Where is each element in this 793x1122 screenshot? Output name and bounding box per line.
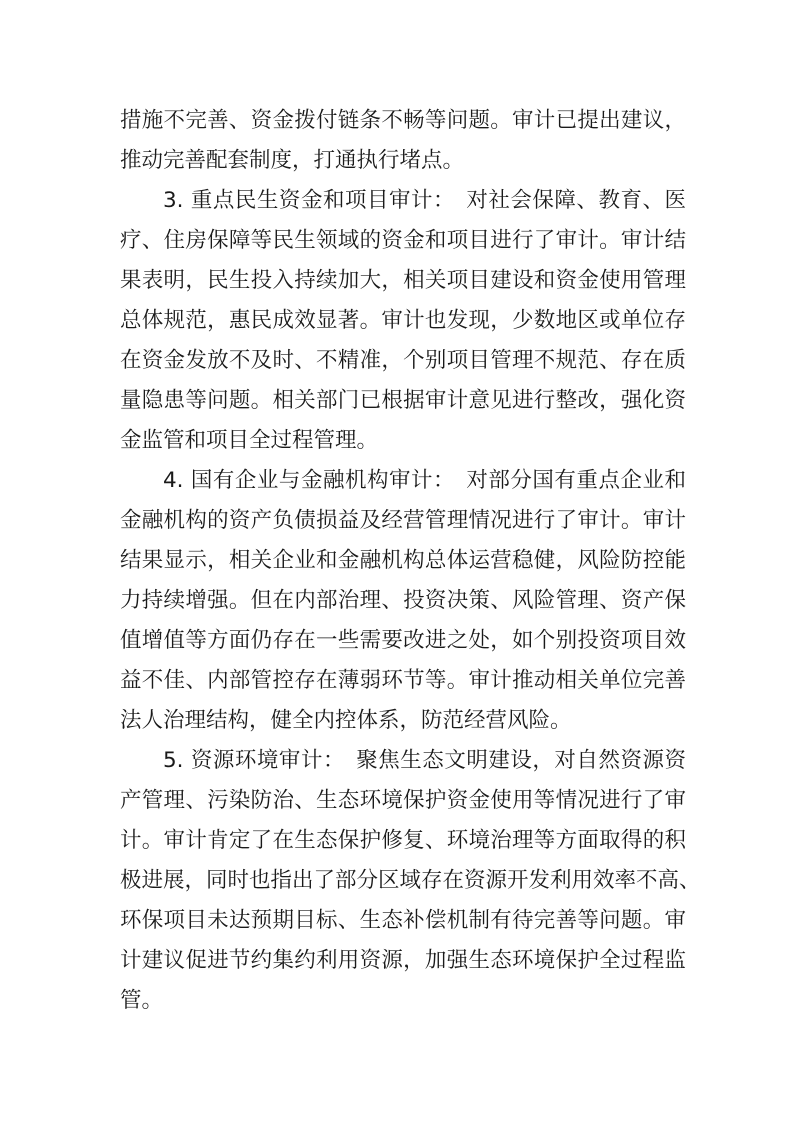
text-line: 疗、住房保障等民生领域的资金和项目进行了审计。审计结 (120, 228, 686, 253)
paragraph-resource-environment-audit (120, 741, 701, 1021)
text-line: 总体规范，惠民成效显著。审计也发现，少数地区或单位存 (120, 308, 686, 333)
text-line: 计建议促进节约集约利用资源，加强生态环境保护全过程监 (120, 948, 686, 973)
text-line: 量隐患等问题。相关部门已根据审计意见进行整改，强化资 (120, 388, 686, 413)
document-body (120, 101, 701, 1021)
text-line: 产管理、污染防治、生态环境保护资金使用等情况进行了审 (120, 788, 686, 813)
text-line: 极进展，同时也指出了部分区域存在资源开发利用效率不高、 (120, 868, 701, 893)
text-line: 3. 重点民生资金和项目审计： 对社会保障、教育、医 (163, 188, 686, 213)
text-line: 推动完善配套制度，打通执行堵点。 (120, 148, 465, 173)
text-line: 金融机构的资产负债损益及经营管理情况进行了审计。审计 (120, 508, 686, 533)
text-line: 益不佳、内部管控存在薄弱环节等。审计推动相关单位完善 (120, 668, 686, 693)
text-line: 金监管和项目全过程管理。 (120, 428, 379, 453)
text-line: 措施不完善、资金拨付链条不畅等问题。审计已提出建议， (120, 108, 686, 133)
text-line: 5. 资源环境审计： 聚焦生态文明建设，对自然资源资 (163, 748, 686, 773)
paragraph-livelihood-audit (120, 181, 686, 461)
text-line: 在资金发放不及时、不精准，个别项目管理不规范、存在质 (120, 348, 686, 373)
text-line: 结果显示，相关企业和金融机构总体运营稳健，风险防控能 (120, 548, 686, 573)
text-line: 管。 (120, 988, 164, 1013)
paragraph-soe-finance-audit (120, 461, 686, 741)
text-line: 环保项目未达预期目标、生态补偿机制有待完善等问题。审 (120, 908, 686, 933)
text-line: 力持续增强。但在内部治理、投资决策、风险管理、资产保 (120, 588, 686, 613)
text-line: 计。审计肯定了在生态保护修复、环境治理等方面取得的积 (120, 828, 686, 853)
text-line: 值增值等方面仍存在一些需要改进之处，如个别投资项目效 (120, 628, 686, 653)
text-line: 果表明，民生投入持续加大，相关项目建设和资金使用管理 (120, 268, 686, 293)
text-line: 4. 国有企业与金融机构审计： 对部分国有重点企业和 (163, 468, 686, 493)
text-line: 法人治理结构，健全内控体系，防范经营风险。 (120, 708, 572, 733)
paragraph-continuation (120, 101, 686, 181)
